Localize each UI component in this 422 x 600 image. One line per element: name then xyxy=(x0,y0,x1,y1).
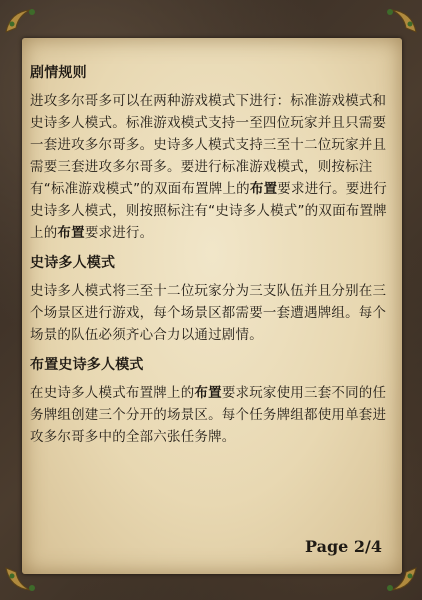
section-paragraph xyxy=(30,280,392,346)
bold-term: 布置 xyxy=(249,181,278,197)
text-run: 在史诗多人模式布置牌上的 xyxy=(30,385,195,401)
corner-ornament-icon xyxy=(378,6,418,34)
section-paragraph xyxy=(30,382,392,448)
text-run: 史诗多人模式将三至十二位玩家分为三支队伍并且分别在三个场景区进行游戏，每个场景区都需要一套遭遇牌组。每个场景的队伍必须齐心合力以通过剧情。 xyxy=(30,283,387,343)
bold-term: 布置 xyxy=(57,225,85,241)
text-run: 要求进行。要进行史诗多人模式，则按照标注有“史诗多人模式”的双面布置牌上的 xyxy=(30,181,387,241)
corner-ornament-icon xyxy=(4,566,44,594)
section-heading: 史诗多人模式 xyxy=(30,255,116,271)
text-run: 进攻多尔哥多可以在两种游戏模式下进行：标准游戏模式和史诗多人模式。标准游戏模式支持一至四位玩家并且只需要一套进攻多尔哥多。史诗多人模式支持三至十二位玩家并且需要三套进攻多尔哥多。要进行标准游戏模式，则按标注有“标准游戏模式”的双面布置牌上的 xyxy=(30,93,387,197)
text-run: 要求玩家使用三套不同的任务牌组创建三个分开的场景区。每个任务牌组都使用单套进攻多尔哥多中的全部六张任务牌。 xyxy=(30,385,387,445)
section-heading: 剧情规则 xyxy=(30,65,87,81)
bold-term: 布置 xyxy=(194,385,222,401)
page-number: Page 2/4 xyxy=(304,537,382,556)
rules-text xyxy=(30,62,392,456)
section-heading: 布置史诗多人模式 xyxy=(30,357,144,373)
section-paragraph xyxy=(30,90,392,244)
corner-ornament-icon xyxy=(4,6,44,34)
text-run: 要求进行。 xyxy=(84,225,154,241)
corner-ornament-icon xyxy=(378,566,418,594)
